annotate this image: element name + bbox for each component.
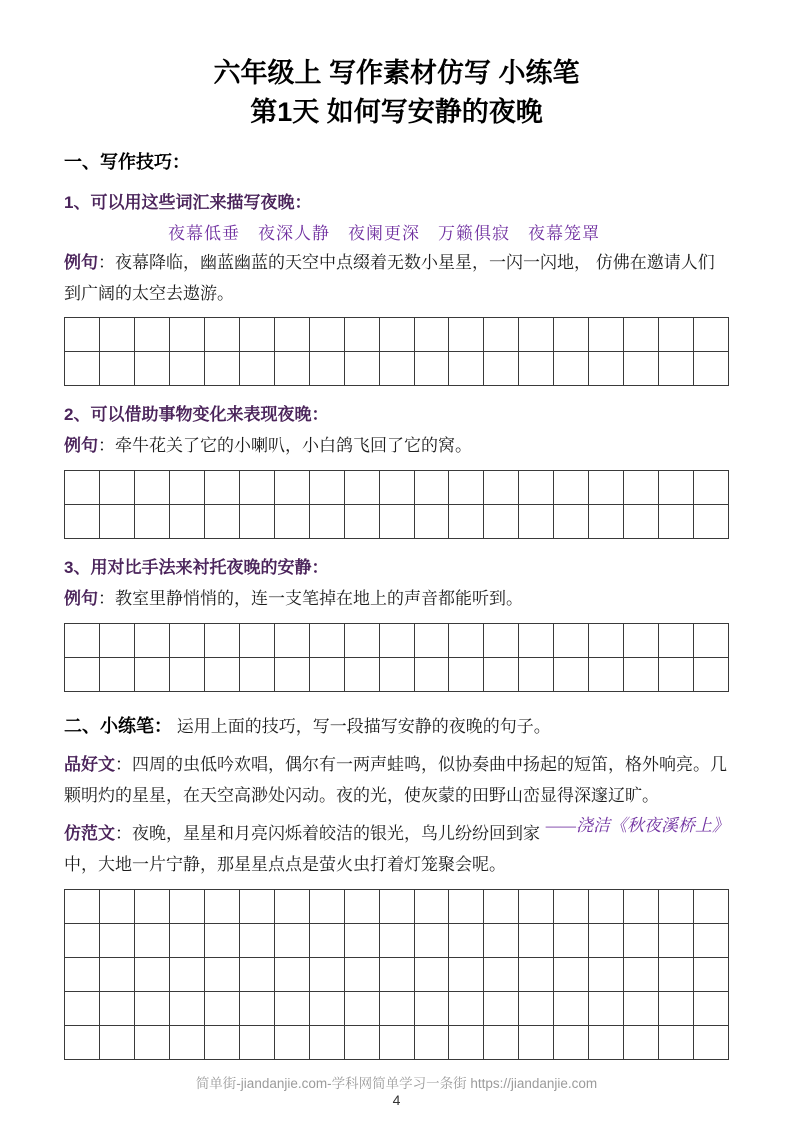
writing-cell [135, 505, 170, 539]
writing-cell [415, 658, 450, 692]
skill-item-1 [64, 188, 729, 386]
writing-cell [659, 624, 694, 658]
writing-cell [694, 624, 729, 658]
writing-cell [554, 318, 589, 352]
page-title-line2: 第1天 如何写安静的夜晚 [250, 97, 543, 128]
writing-cell [275, 890, 310, 924]
writing-cell [519, 924, 554, 958]
writing-cell [449, 1026, 484, 1060]
writing-cell [205, 992, 240, 1026]
writing-cell [170, 658, 205, 692]
writing-cell [449, 992, 484, 1026]
writing-cell [170, 958, 205, 992]
writing-cell [275, 471, 310, 505]
writing-cell [100, 890, 135, 924]
writing-grid-row [65, 352, 729, 386]
writing-cell [624, 471, 659, 505]
writing-cell [484, 924, 519, 958]
writing-cell [240, 924, 275, 958]
writing-cell [345, 505, 380, 539]
writing-cell [310, 352, 345, 386]
writing-cell [240, 958, 275, 992]
writing-cell [65, 890, 100, 924]
writing-grid-row [65, 1026, 729, 1060]
writing-cell [449, 318, 484, 352]
writing-cell [484, 318, 519, 352]
writing-cell [659, 352, 694, 386]
writing-cell [589, 658, 624, 692]
writing-cell [415, 1026, 450, 1060]
writing-cell [135, 890, 170, 924]
writing-cell [275, 958, 310, 992]
writing-grid-2 [64, 470, 729, 539]
writing-grid-row [65, 924, 729, 958]
writing-cell [135, 1026, 170, 1060]
sample-attribution: ——浇洁《秋夜溪桥上》 [545, 816, 729, 836]
writing-cell [484, 505, 519, 539]
writing-cell [100, 924, 135, 958]
writing-cell [275, 992, 310, 1026]
writing-cell [519, 1026, 554, 1060]
writing-cell [345, 658, 380, 692]
writing-cell [240, 505, 275, 539]
writing-cell [380, 624, 415, 658]
writing-cell [554, 1026, 589, 1060]
writing-cell [205, 658, 240, 692]
writing-cell [449, 352, 484, 386]
writing-cell [170, 471, 205, 505]
writing-cell [659, 890, 694, 924]
writing-grid-row [65, 624, 729, 658]
page-number: 4 [392, 1092, 401, 1108]
section-heading-skills: 一、写作技巧： [64, 152, 190, 173]
writing-cell [589, 505, 624, 539]
writing-cell [589, 318, 624, 352]
writing-cell [65, 924, 100, 958]
writing-cell [275, 1026, 310, 1060]
writing-cell [659, 1026, 694, 1060]
writing-cell [624, 658, 659, 692]
sample-text: ：四周的虫低吟欢唱，偶尔有一两声蛙鸣，似协奏曲中扬起的短笛，格外响亮。几颗明灼的星星，在天空高渺处闪动。夜的光，使灰蒙的田野山峦显得深邃辽旷。 [64, 755, 727, 805]
section-heading-practice [64, 710, 729, 743]
writing-cell [345, 890, 380, 924]
skill-item-3-example [64, 584, 729, 615]
writing-cell [415, 318, 450, 352]
writing-cell [554, 624, 589, 658]
writing-cell [519, 318, 554, 352]
writing-grid-row [65, 471, 729, 505]
writing-cell [624, 992, 659, 1026]
writing-cell [449, 505, 484, 539]
writing-cell [484, 352, 519, 386]
writing-cell [449, 890, 484, 924]
writing-cell [380, 318, 415, 352]
writing-cell [310, 890, 345, 924]
writing-cell [170, 924, 205, 958]
writing-cell [135, 992, 170, 1026]
writing-cell [310, 658, 345, 692]
imitation-label: 仿范文 [64, 824, 115, 844]
writing-cell [310, 924, 345, 958]
writing-cell [170, 624, 205, 658]
sample-label: 品好文 [64, 755, 115, 775]
writing-cell [380, 505, 415, 539]
writing-cell [205, 1026, 240, 1060]
skill-item-2 [64, 400, 729, 539]
writing-cell [205, 318, 240, 352]
writing-cell [100, 505, 135, 539]
writing-cell [240, 352, 275, 386]
writing-cell [415, 992, 450, 1026]
writing-cell [659, 505, 694, 539]
example-text: ：夜幕降临，幽蓝幽蓝的天空中点缀着无数小星星，一闪一闪地， 仿佛在邀请人们到广阔的太空去遨游。 [64, 253, 715, 303]
writing-cell [589, 1026, 624, 1060]
writing-cell [240, 1026, 275, 1060]
writing-cell [65, 505, 100, 539]
writing-cell [135, 624, 170, 658]
writing-cell [65, 352, 100, 386]
writing-cell [65, 318, 100, 352]
writing-cell [415, 958, 450, 992]
writing-cell [484, 471, 519, 505]
writing-cell [170, 1026, 205, 1060]
writing-cell [659, 992, 694, 1026]
writing-cell [345, 1026, 380, 1060]
example-label: 例句 [64, 436, 98, 456]
writing-cell [519, 505, 554, 539]
writing-cell [589, 624, 624, 658]
writing-cell [380, 992, 415, 1026]
skill-item-3 [64, 553, 729, 692]
writing-cell [484, 958, 519, 992]
writing-cell [240, 890, 275, 924]
writing-grid-row [65, 890, 729, 924]
writing-cell [275, 505, 310, 539]
example-label: 例句 [64, 589, 98, 609]
writing-cell [100, 992, 135, 1026]
writing-cell [519, 471, 554, 505]
writing-cell [519, 992, 554, 1026]
writing-cell [694, 505, 729, 539]
writing-cell [135, 471, 170, 505]
writing-cell [449, 624, 484, 658]
writing-cell [170, 890, 205, 924]
writing-cell [415, 505, 450, 539]
writing-cell [345, 924, 380, 958]
writing-cell [275, 352, 310, 386]
writing-cell [415, 471, 450, 505]
writing-grid-row [65, 958, 729, 992]
writing-grid-1 [64, 317, 729, 386]
writing-cell [624, 352, 659, 386]
writing-cell [275, 924, 310, 958]
writing-cell [694, 471, 729, 505]
writing-cell [694, 992, 729, 1026]
skill-item-1-vocab: 夜幕低垂 夜深人静 夜阑更深 万籁俱寂 夜幕笼罩 [168, 224, 600, 244]
skill-item-1-example [64, 248, 729, 309]
writing-cell [589, 992, 624, 1026]
writing-grid-row [65, 658, 729, 692]
footer-site-line: 简单街-jiandanjie.com-学科网简单学习一条街 https://jiandanjie.com [195, 1076, 598, 1091]
writing-cell [519, 890, 554, 924]
writing-cell [554, 471, 589, 505]
writing-cell [484, 624, 519, 658]
writing-cell [659, 924, 694, 958]
writing-cell [310, 992, 345, 1026]
writing-cell [659, 958, 694, 992]
writing-cell [694, 352, 729, 386]
writing-cell [240, 992, 275, 1026]
skill-item-2-heading: 2、可以借助事物变化来表现夜晚： [64, 405, 329, 425]
writing-cell [694, 924, 729, 958]
writing-grid-3 [64, 623, 729, 692]
writing-grid-row [65, 505, 729, 539]
writing-cell [65, 624, 100, 658]
writing-cell [205, 890, 240, 924]
writing-cell [170, 352, 205, 386]
writing-cell [694, 658, 729, 692]
page-title-line1: 六年级上 写作素材仿写 小练笔 [213, 58, 580, 88]
writing-cell [205, 505, 240, 539]
writing-cell [205, 471, 240, 505]
writing-cell [694, 958, 729, 992]
writing-cell [624, 890, 659, 924]
writing-cell [554, 958, 589, 992]
writing-cell [554, 352, 589, 386]
skill-item-2-example [64, 431, 729, 462]
writing-cell [554, 992, 589, 1026]
writing-cell [240, 658, 275, 692]
writing-cell [415, 890, 450, 924]
writing-cell [100, 471, 135, 505]
writing-cell [240, 318, 275, 352]
writing-cell [519, 658, 554, 692]
writing-cell [135, 318, 170, 352]
writing-cell [100, 658, 135, 692]
writing-cell [449, 471, 484, 505]
writing-cell [135, 352, 170, 386]
writing-cell [554, 890, 589, 924]
writing-cell [240, 624, 275, 658]
writing-cell [310, 318, 345, 352]
writing-cell [310, 624, 345, 658]
writing-cell [275, 658, 310, 692]
writing-cell [345, 352, 380, 386]
writing-cell [100, 624, 135, 658]
writing-cell [624, 505, 659, 539]
writing-cell [659, 471, 694, 505]
writing-cell [659, 658, 694, 692]
writing-cell [345, 318, 380, 352]
writing-cell [519, 958, 554, 992]
writing-cell [554, 505, 589, 539]
writing-cell [310, 505, 345, 539]
writing-cell [380, 471, 415, 505]
writing-cell [345, 958, 380, 992]
writing-cell [589, 924, 624, 958]
writing-cell [380, 890, 415, 924]
writing-cell [170, 505, 205, 539]
writing-cell [694, 1026, 729, 1060]
writing-cell [659, 318, 694, 352]
writing-cell [275, 624, 310, 658]
writing-cell [310, 1026, 345, 1060]
writing-cell [484, 890, 519, 924]
writing-cell [519, 624, 554, 658]
writing-cell [345, 624, 380, 658]
writing-cell [65, 471, 100, 505]
writing-cell [415, 924, 450, 958]
writing-cell [624, 624, 659, 658]
writing-cell [624, 958, 659, 992]
writing-cell [135, 924, 170, 958]
writing-cell [589, 958, 624, 992]
writing-cell [100, 318, 135, 352]
writing-cell [694, 318, 729, 352]
writing-cell [415, 352, 450, 386]
imitation-text: ：夜晚，星星和月亮闪烁着皎洁的银光，鸟儿纷纷回到家中，大地一片宁静，那星星点点是萤火虫打着灯笼聚会呢。 [64, 824, 540, 875]
practice-heading-text: 运用上面的技巧，写一段描写安静的夜晚的句子。 [172, 716, 551, 736]
writing-cell [554, 924, 589, 958]
example-text: ：牵牛花关了它的小喇叭，小白鸽飞回了它的窝。 [98, 436, 472, 456]
writing-cell [380, 352, 415, 386]
skill-item-3-heading: 3、用对比手法来衬托夜晚的安静： [64, 558, 329, 578]
writing-grid-row [65, 318, 729, 352]
writing-cell [65, 992, 100, 1026]
writing-cell [240, 471, 275, 505]
example-label: 例句 [64, 253, 98, 273]
writing-cell [310, 958, 345, 992]
writing-cell [275, 318, 310, 352]
writing-cell [170, 318, 205, 352]
writing-cell [589, 471, 624, 505]
writing-cell [100, 352, 135, 386]
writing-cell [345, 471, 380, 505]
writing-grid-row [65, 992, 729, 1026]
writing-grid-practice [64, 889, 729, 1060]
writing-cell [100, 958, 135, 992]
writing-cell [380, 658, 415, 692]
writing-cell [65, 1026, 100, 1060]
writing-cell [135, 658, 170, 692]
writing-cell [484, 658, 519, 692]
writing-cell [345, 992, 380, 1026]
writing-cell [100, 1026, 135, 1060]
writing-cell [380, 958, 415, 992]
writing-cell [624, 924, 659, 958]
writing-cell [65, 658, 100, 692]
example-text: ：教室里静悄悄的，连一支笔掉在地上的声音都能听到。 [98, 589, 523, 609]
writing-cell [449, 924, 484, 958]
writing-cell [694, 890, 729, 924]
writing-cell [624, 318, 659, 352]
writing-cell [484, 992, 519, 1026]
writing-cell [519, 352, 554, 386]
writing-cell [135, 958, 170, 992]
writing-cell [205, 624, 240, 658]
writing-cell [624, 1026, 659, 1060]
writing-cell [205, 352, 240, 386]
skill-item-1-heading: 1、可以用这些词汇来描写夜晚： [64, 193, 312, 213]
writing-cell [449, 958, 484, 992]
writing-cell [415, 624, 450, 658]
writing-cell [205, 958, 240, 992]
writing-cell [589, 890, 624, 924]
writing-cell [380, 924, 415, 958]
writing-cell [170, 992, 205, 1026]
writing-cell [449, 658, 484, 692]
writing-cell [310, 471, 345, 505]
writing-cell [589, 352, 624, 386]
writing-cell [205, 924, 240, 958]
writing-cell [554, 658, 589, 692]
writing-cell [65, 958, 100, 992]
practice-heading-label: 二、小练笔： [64, 715, 172, 736]
writing-cell [484, 1026, 519, 1060]
writing-cell [380, 1026, 415, 1060]
